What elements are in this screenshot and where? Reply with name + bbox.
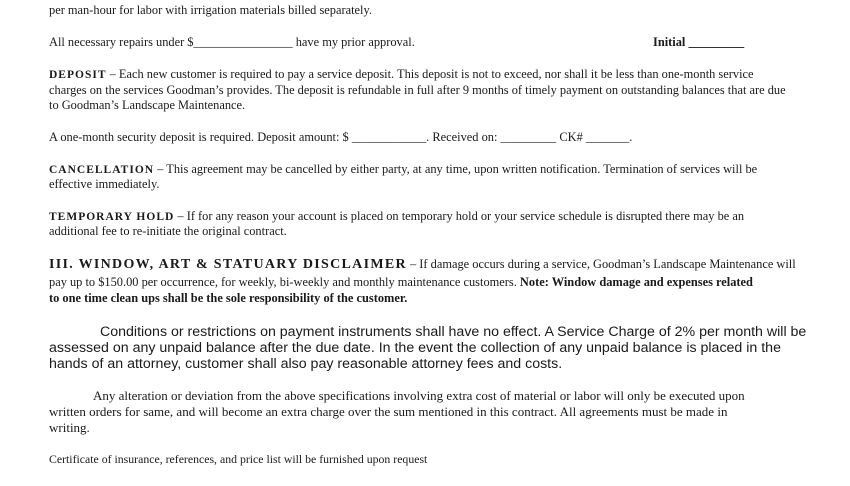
labor-rate-line: per man-hour for labor with irrigation materials billed separately. [49,3,372,17]
deposit-line-1 [49,67,754,83]
repairs-text-after: have my prior approval. [292,35,415,49]
conditions-line-3: hands of an attorney, customer shall also pay reasonable attorney fees and costs. [49,356,563,372]
deposit-text-1: – Each new customer is required to pay a service deposit. This deposit is not to exceed, nor shall it be less than one-month service [106,67,754,81]
disclaimer-line-3: to one time clean ups shall be the sole responsibility of the customer. [49,291,408,305]
cancellation-line-1 [49,162,757,178]
disclaimer-line-1 [49,257,796,272]
security-deposit-line: A one-month security deposit is required. Deposit amount: $ ____________. Received on: _________ CK# _______. [49,130,633,144]
alteration-line-1: Any alteration or deviation from the above specifications involving extra cost of material or labor will only be executed upon [93,388,745,403]
initial-line [653,35,744,50]
initial-label: Initial [653,35,686,49]
initial-field[interactable]: _________ [688,35,745,49]
cancellation-line-2: effective immediately. [49,177,160,191]
repairs-amount-field[interactable]: ________________ [193,35,293,49]
temporary-hold-heading: TEMPORARY HOLD [49,211,175,223]
disclaimer-line-2 [49,275,753,290]
deposit-line-3: to Goodman’s Landscape Maintenance. [49,98,246,112]
alteration-line-3: writing. [49,420,90,435]
conditions-line-2: assessed on any unpaid balance after the due date. In the event the collection of any unpaid balance is placed in the [49,340,781,356]
cancellation-heading: CANCELLATION [49,164,155,176]
disclaimer-note: Note: Window damage and expenses related [519,275,753,289]
disclaimer-text-2: pay up to $150.00 per occurrence, for weekly, bi-weekly and monthly maintenance customers. [49,275,520,289]
certificate-line: Certificate of insurance, references, and price list will be furnished upon request [49,452,428,466]
repairs-text-before: All necessary repairs under $ [49,35,194,49]
deposit-line-2: charges on the services Goodman’s provides. The deposit is refundable in full after 9 months of timely payment on outstanding balances that are due [49,83,786,97]
temporary-hold-text-1: – If for any reason your account is placed on temporary hold or your service schedule is disrupted there may be an [174,209,745,223]
temporary-hold-line-2: additional fee to re-initiate the original contract. [49,224,287,238]
deposit-heading: DEPOSIT [49,69,107,81]
disclaimer-text-1: – If damage occurs during a service, Goodman’s Landscape Maintenance will [406,257,796,271]
repairs-approval-line [49,35,415,50]
disclaimer-heading: III. WINDOW, ART & STATUARY DISCLAIMER [49,257,407,272]
conditions-line-1: Conditions or restrictions on payment instruments shall have no effect. A Service Charge of 2% per month will be [100,324,807,340]
alteration-line-2: written orders for same, and will become an extra charge over the sum mentioned in this contract. All agreements must be made in [49,404,728,419]
cancellation-text-1: – This agreement may be cancelled by either party, at any time, upon written notification. Termination of services will be [154,162,758,176]
temporary-hold-line-1 [49,209,744,225]
